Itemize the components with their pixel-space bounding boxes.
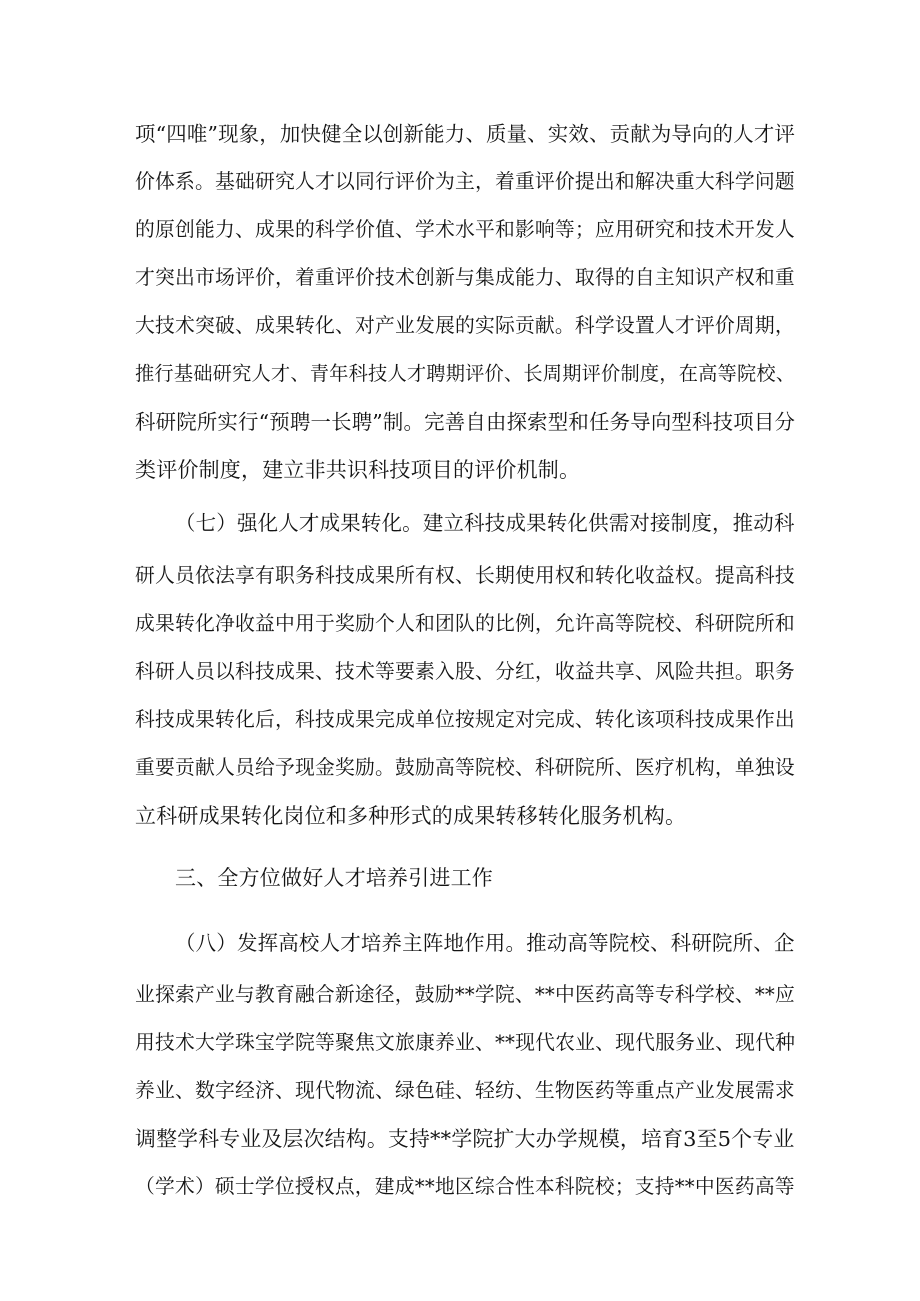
text-line: 推行基础研究人才、青年科技人才聘期评价、长周期评价制度，在高等院校、 [135, 362, 796, 385]
text-line: 价体系。基础研究人才以同行评价为主，着重评价提出和解决重大科学问题 [135, 170, 795, 193]
text-line: 类评价制度，建立非共识科技项目的评价机制。 [135, 458, 581, 482]
text-line: 科技成果转化后，科技成果完成单位按规定对完成、转化该项科技成果作出 [135, 708, 795, 731]
text-line: 项“四唯”现象，加快健全以创新能力、质量、实效、贡献为导向的人才评 [135, 122, 796, 146]
text-line: 调整学科专业及层次结构。支持**学院扩大办学规模，培育3至5个专业 [135, 1127, 795, 1151]
text-line: 才突出市场评价，着重评价技术创新与集成能力、取得的自主知识产权和重 [135, 266, 795, 289]
text-line: 的原创能力、成果的科学价值、学术水平和影响等；应用研究和技术开发人 [135, 218, 795, 241]
text-line: 重要贡献人员给予现金奖励。鼓励高等院校、科研院所、医疗机构，单独设 [135, 756, 795, 779]
text-line: 科研院所实行“预聘一长聘”制。完善自由探索型和任务导向型科技项目分 [135, 410, 796, 434]
section-heading: 三、全方位做好人才培养引进工作 [175, 866, 493, 890]
paragraph-heading-line: （八）发挥高校人才培养主阵地作用。推动高等院校、科研院所、企 [175, 931, 795, 955]
text-line: 立科研成果转化岗位和多种形式的成果转移转化服务机构。 [135, 804, 687, 828]
text-line: （学术）硕士学位授权点，建成**地区综合性本科院校；支持**中医药高等 [135, 1175, 795, 1198]
text-line: 研人员依法享有职务科技成果所有权、长期使用权和转化收益权。提高科技 [135, 564, 795, 587]
text-line: 用技术大学珠宝学院等聚焦文旅康养业、**现代农业、现代服务业、现代种 [135, 1031, 796, 1054]
text-line: 成果转化净收益中用于奖励个人和团队的比例，允许高等院校、科研院所和 [135, 612, 795, 635]
text-line: 大技术突破、成果转化、对产业发展的实际贡献。科学设置人才评价周期， [135, 314, 795, 337]
text-line: 养业、数字经济、现代物流、绿色硅、轻纺、生物医药等重点产业发展需求 [135, 1079, 795, 1102]
paragraph-heading-line: （七）强化人才成果转化。建立科技成果转化供需对接制度，推动科 [175, 511, 795, 535]
text-line: 业探索产业与教育融合新途径，鼓励**学院、**中医药高等专科学校、**应 [135, 983, 795, 1006]
text-line: 科研人员以科技成果、技术等要素入股、分红，收益共享、风险共担。职务 [135, 660, 795, 683]
